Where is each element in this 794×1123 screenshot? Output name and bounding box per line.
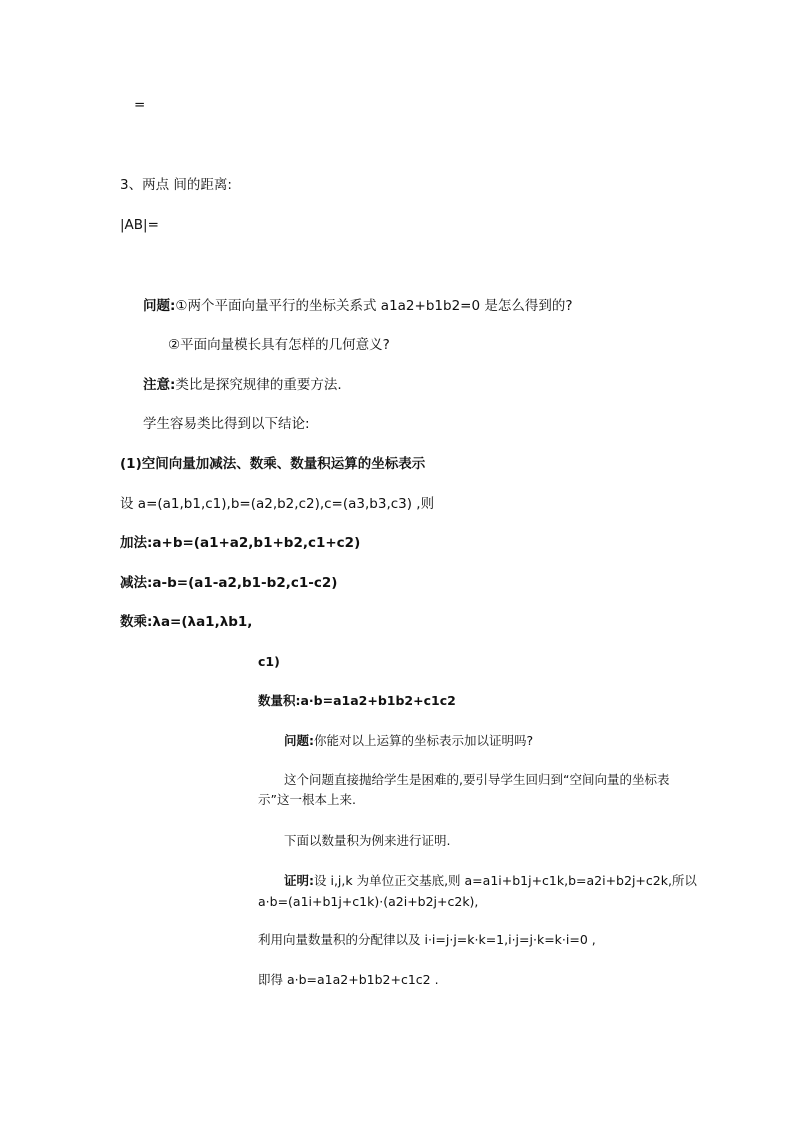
question-2: ②平面向量模长具有怎样的几何意义? [168,337,390,353]
dot-product-label: 数量积: [258,693,301,708]
addition-formula: 加法:a+b=(a1+a2,b1+b2,c1+c2) [120,535,361,551]
dot-product-formula [258,692,456,710]
vector-definition: 设 a=(a1,b1,c1),b=(a2,b2,c2),c=(a3,b3,c3) ,则 [120,496,435,512]
subsection-heading: (1)空间向量加减法、数乘、数量积运算的坐标表示 [120,456,426,472]
proof-intro: 下面以数量积为例来进行证明. [284,833,451,848]
note-text: 类比是探究规律的重要方法. [175,377,342,393]
section-3-heading: 3、两点 间的距离: [120,177,232,193]
subtraction-formula: 减法:a-b=(a1-a2,b1-b2,c1-c2) [120,575,338,591]
equals-sign: = [134,97,146,113]
question-3 [284,732,533,750]
question-1 [143,297,573,315]
question-1-text: ①两个平面向量平行的坐标关系式 a1a2+b1b2=0 是怎么得到的? [175,298,573,314]
note [143,376,342,394]
scalar-multiplication-continued: c1) [258,654,280,669]
proof-text: 设 i,j,k 为单位正交基底,则 a=a1i+b1j+c1k,b=a2i+b2j+c2k,所以 [314,873,697,888]
proof-expansion: a·b=(a1i+b1j+c1k)·(a2i+b2j+c2k), [258,894,479,909]
scalar-multiplication-formula: 数乘:λa=(λa1,λb1, [120,614,253,630]
question-label: 问题: [143,298,176,314]
question-3-text: 你能对以上运算的坐标表示加以证明吗? [314,733,534,748]
distributive-law: 利用向量数量积的分配律以及 i·i=j·j=k·k=1,i·j=j·k=k·i=0 , [258,932,596,947]
guidance-paragraph: 这个问题直接抛给学生是困难的,要引导学生回归到“空间向量的坐标表示”这一根本上来. [258,772,670,807]
proof-result: 即得 a·b=a1a2+b1b2+c1c2 . [258,972,439,987]
proof-basis [284,872,697,890]
proof-label: 证明: [284,873,314,888]
distance-formula: |AB|= [120,217,159,233]
question-3-label: 问题: [284,733,314,748]
students-conclusion: 学生容易类比得到以下结论: [143,416,310,432]
note-label: 注意: [143,377,176,393]
dot-product-text: a·b=a1a2+b1b2+c1c2 [300,693,456,708]
